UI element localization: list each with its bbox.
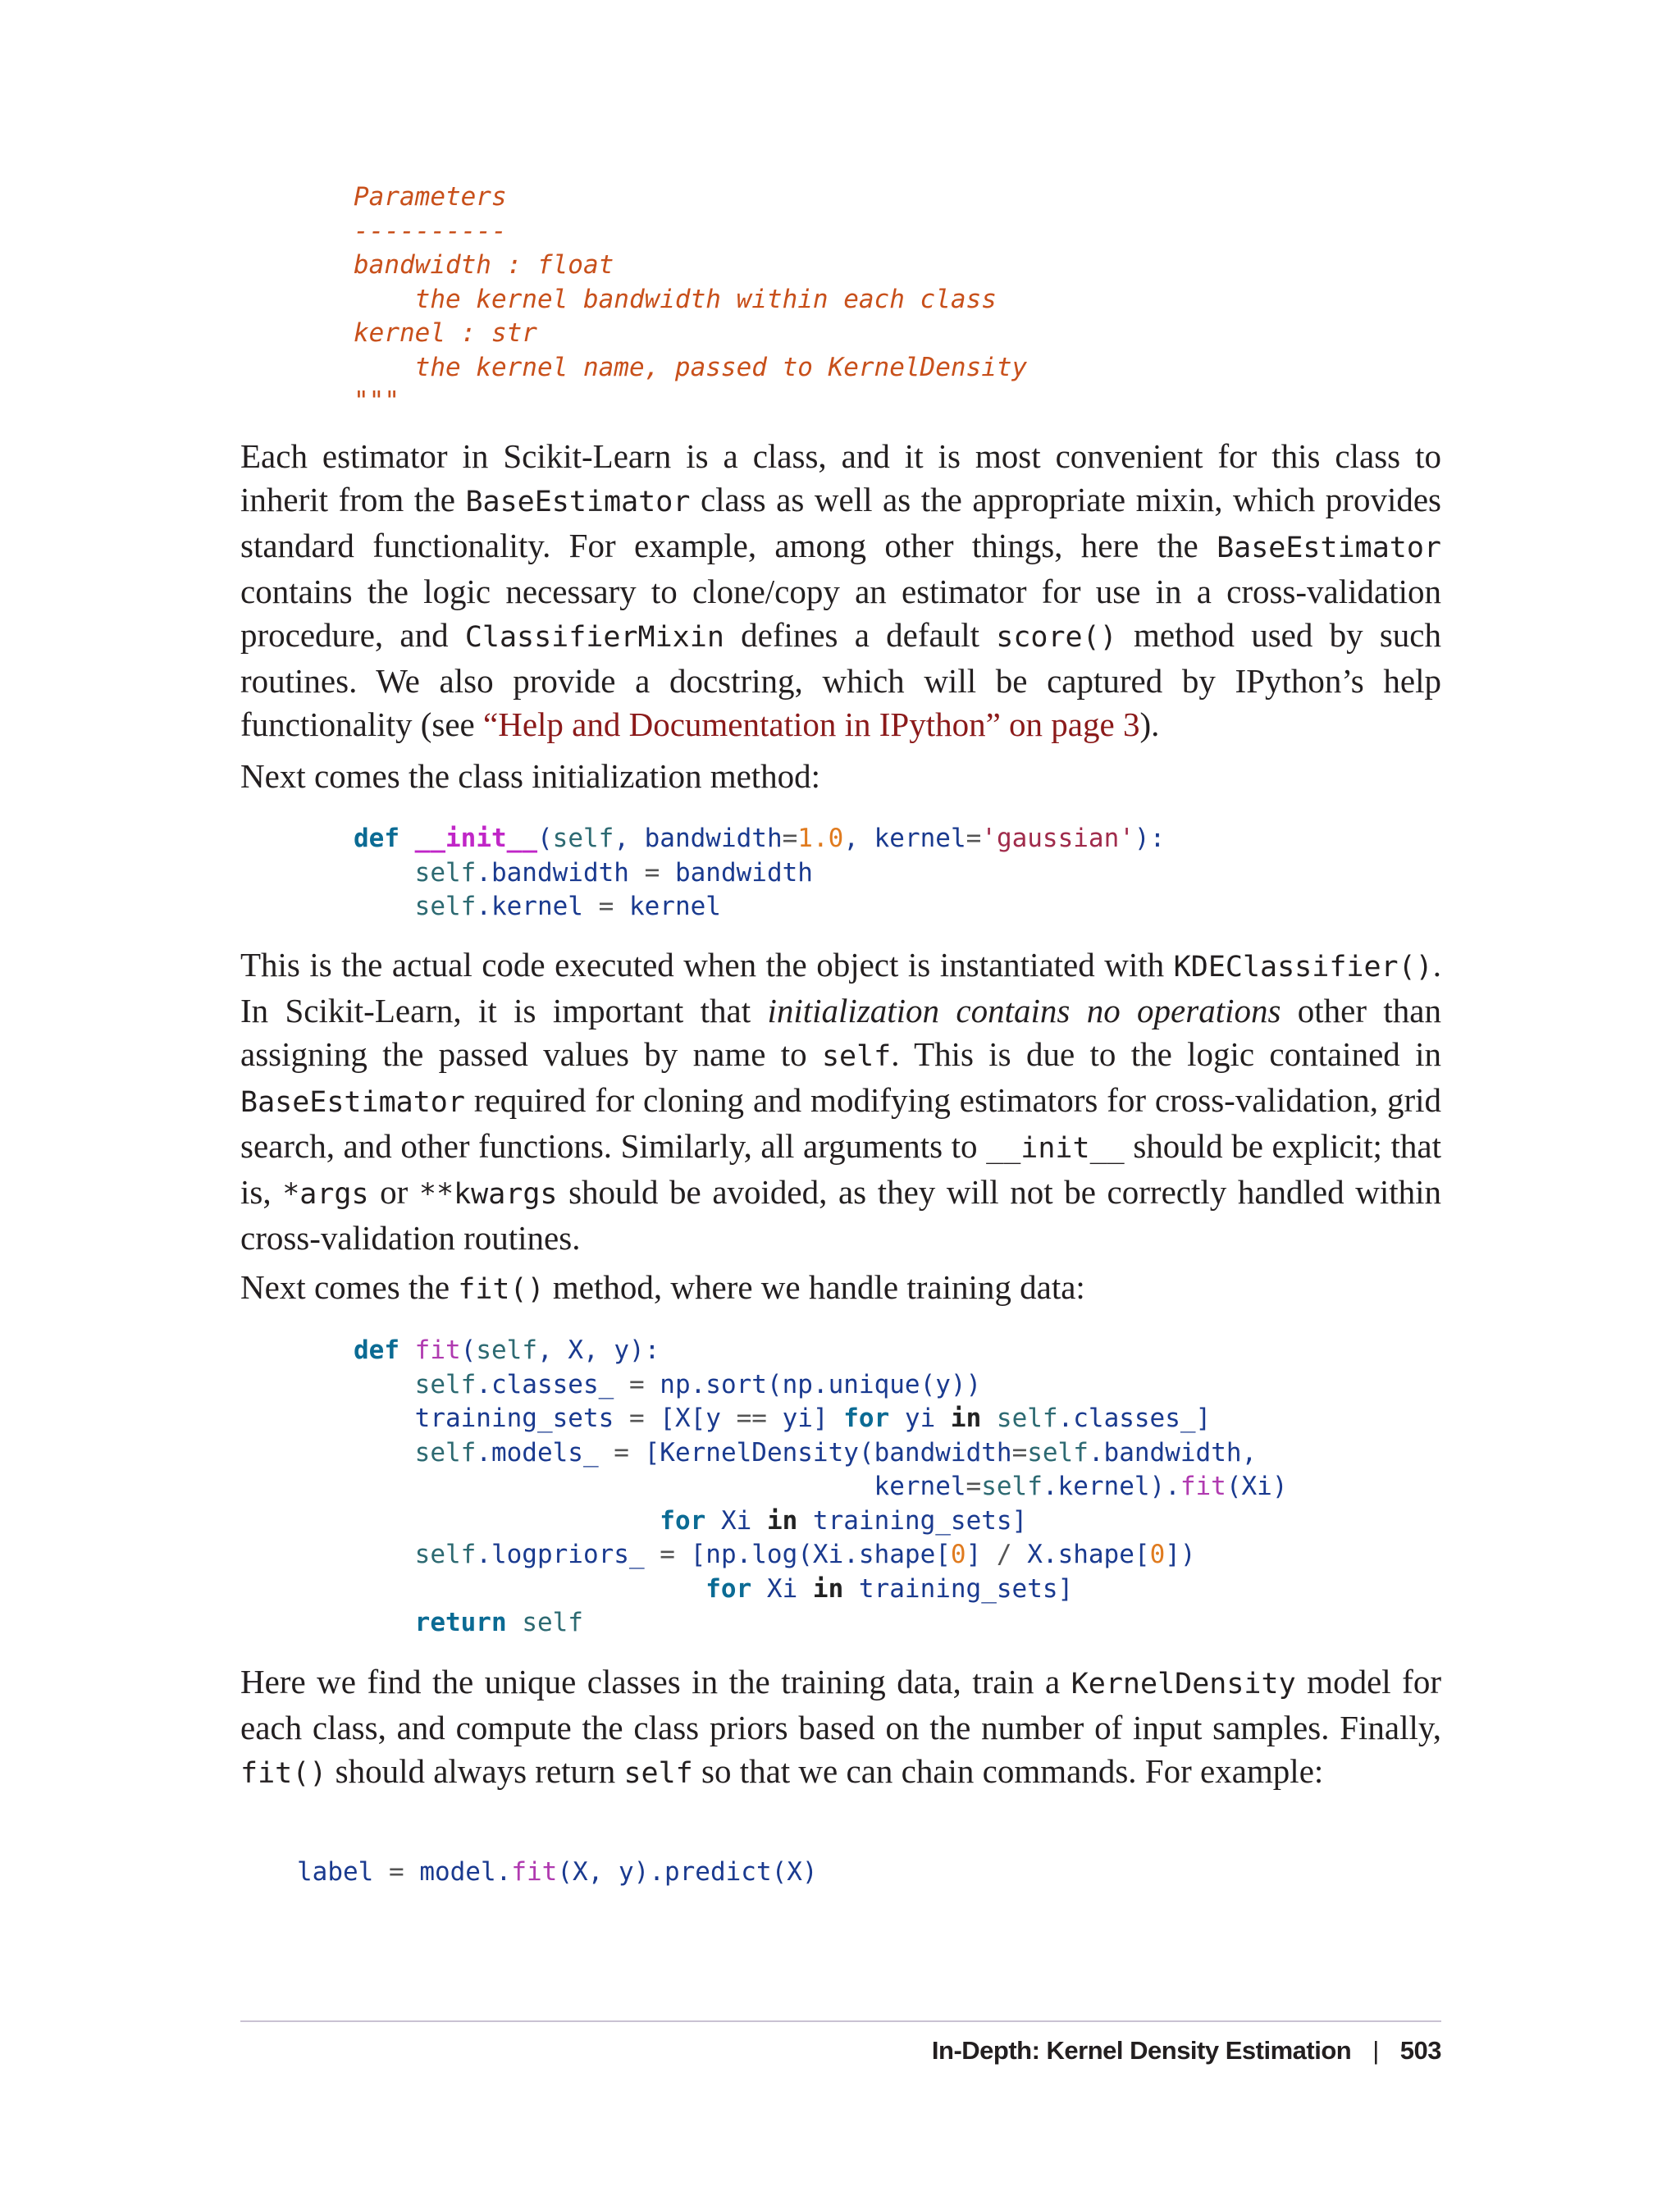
inline-code: BaseEstimator — [240, 1086, 465, 1119]
footer-separator: | — [1372, 2036, 1379, 2065]
inline-code: KDEClassifier() — [1173, 951, 1433, 984]
text-run: model for each class, and compute the class priors based on the number of input samples. Finally, — [240, 1663, 1441, 1746]
code-line: Parameters — [354, 182, 507, 212]
chain-example-code-block: label = model.fit(X, y).predict(X) — [297, 1857, 818, 1887]
page-footer — [932, 2036, 1441, 2066]
inline-code: fit() — [240, 1757, 327, 1790]
running-title: In-Depth: Kernel Density Estimation — [931, 2036, 1352, 2065]
text-run: ). — [1139, 705, 1160, 743]
text-run: method used by such routines. We also provide a docstring, which will be captured by IPython’s help functionality (see — [240, 616, 1441, 743]
inline-code: **kwargs — [418, 1178, 558, 1211]
text-run: Next comes the — [240, 1268, 459, 1306]
text-run: other than assigning the passed values by name to — [240, 992, 1441, 1073]
code-line: """ — [354, 386, 399, 416]
text-run: so that we can chain commands. For example: — [692, 1752, 1324, 1790]
code-line: kernel : str — [354, 318, 537, 348]
inline-code: __init__ — [986, 1132, 1125, 1165]
text-run: or — [368, 1173, 419, 1211]
code-line: ---------- — [354, 216, 507, 246]
inline-code: fit() — [458, 1273, 545, 1306]
text-run: contains the logic necessary to clone/copy an estimator for use in a cross-validation procedure, and — [240, 573, 1441, 654]
text-run: Here we find the unique classes in the training data, train a — [240, 1663, 1071, 1701]
paragraph-fit-intro — [240, 1266, 1441, 1312]
paragraph-estimator-class — [240, 435, 1441, 746]
inline-code: score() — [996, 621, 1117, 654]
emphasis-text: initialization contains no operations — [767, 992, 1281, 1029]
inline-code: KernelDensity — [1071, 1668, 1296, 1701]
paragraph-init-explanation — [240, 943, 1441, 1260]
text-run: . In Scikit-Learn, it is important that — [240, 946, 1441, 1029]
code-line: the kernel bandwidth within each class — [354, 284, 997, 314]
code-line: bandwidth : float — [354, 250, 614, 280]
text-run: class as well as the appropriate mixin, which provides standard functionality. For example, among other things, here the — [240, 481, 1441, 564]
text-run: . This is due to the logic contained in — [891, 1035, 1441, 1073]
text-run: defines a default — [724, 616, 997, 654]
paragraph-fit-explanation — [240, 1660, 1441, 1796]
text-run: should always return — [326, 1752, 624, 1790]
inline-code: BaseEstimator — [1217, 532, 1441, 564]
text-run: Each estimator in Scikit-Learn is a class, and it is most convenient for this class to inherit from the — [240, 437, 1441, 518]
inline-code: self — [821, 1040, 892, 1073]
code-line: the kernel name, passed to KernelDensity — [354, 352, 1028, 382]
text-run: method, where we handle training data: — [544, 1268, 1085, 1306]
paragraph-init-intro: Next comes the class initialization method: — [240, 757, 821, 795]
inline-code: BaseEstimator — [465, 486, 691, 518]
text-run: should be explicit; that is, — [240, 1127, 1441, 1211]
docstring-code-block — [354, 180, 1027, 419]
text-run: should be avoided, as they will not be correctly handled within cross-validation routines. — [240, 1173, 1442, 1257]
inline-code: ClassifierMixin — [464, 621, 724, 654]
inline-code: *args — [282, 1178, 369, 1211]
text-run: required for cloning and modifying estimators for cross-validation, grid search, and other functions. Similarly, all arguments to — [240, 1081, 1441, 1165]
footer-divider — [240, 2020, 1441, 2022]
cross-reference-link[interactable]: “Help and Documentation in IPython” on page 3 — [483, 705, 1140, 743]
inline-code: self — [623, 1757, 693, 1790]
init-code-block: def __init__(self, bandwidth=1.0, kernel='gaussian'): self.bandwidth = bandwidth self.kernel = kernel — [354, 824, 1166, 921]
fit-code-block: def fit(self, X, y): self.classes_ = np.sort(np.unique(y)) training_sets = [X[y == yi] for yi in self.classes_] self.models_ = [KernelDensity(bandwidth=self.bandwidth, kernel=self.kernel).fit(Xi) for Xi in training_sets] self.logpriors_ = [np.log(Xi.shape[0] / X.shape[0]) for Xi in training_sets] return self — [354, 1335, 1288, 1637]
text-run: This is the actual code executed when the object is instantiated with — [240, 946, 1174, 984]
page-number: 503 — [1399, 2036, 1441, 2065]
